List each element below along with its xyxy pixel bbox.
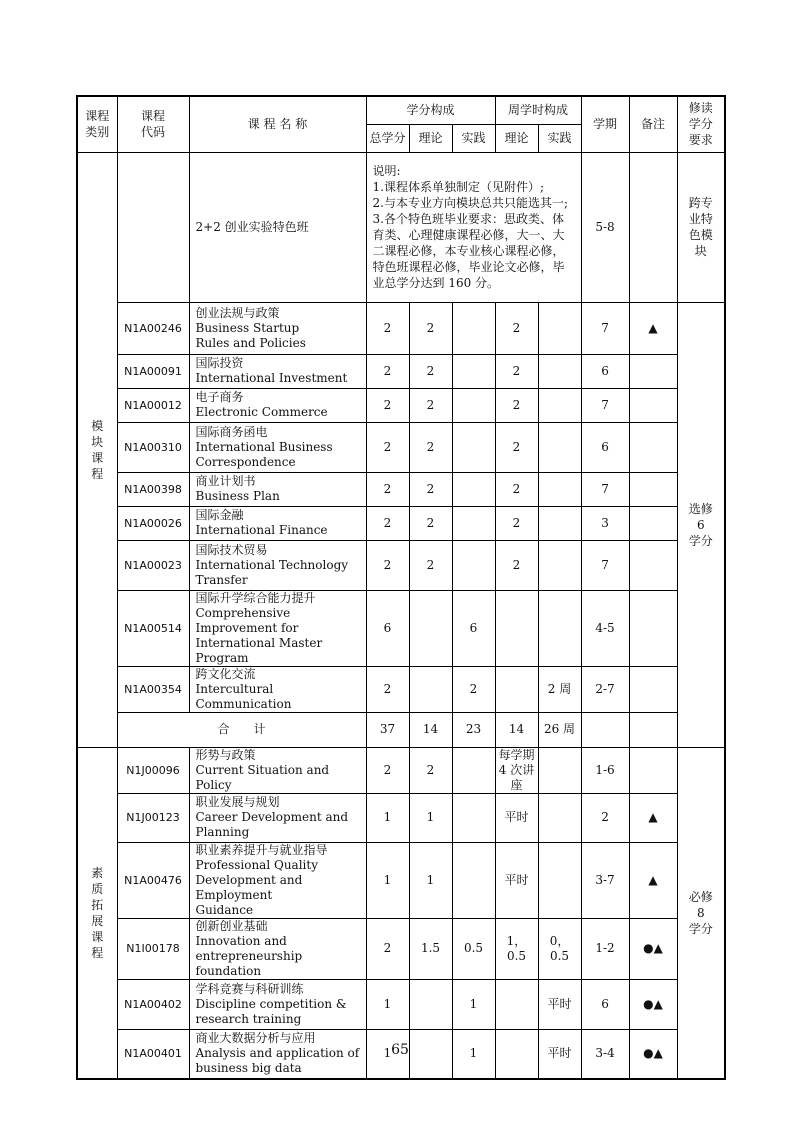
course-row xyxy=(77,302,725,354)
course-name-cn: 创业法规与政策 xyxy=(195,305,280,320)
semester xyxy=(581,979,629,1029)
total-practice-text: 23 xyxy=(465,722,482,736)
remark xyxy=(629,747,677,793)
credit-practice xyxy=(452,302,495,354)
curriculum-table xyxy=(76,95,726,1080)
hours-practice xyxy=(538,979,581,1029)
hours-practice xyxy=(538,540,581,590)
credit-theory-text: 1 xyxy=(426,872,435,887)
credit-total xyxy=(366,506,409,540)
course-name-cn: 学科竞赛与科研训练 xyxy=(195,981,304,996)
semester-text: 3-7 xyxy=(595,872,615,887)
course-name-en: Electronic Commerce xyxy=(195,405,328,419)
course-name-en: Business Plan xyxy=(195,489,280,503)
semester xyxy=(581,388,629,422)
credit-theory xyxy=(409,422,452,472)
remark xyxy=(629,590,677,666)
credit-total xyxy=(366,540,409,590)
semester xyxy=(581,506,629,540)
credit-theory-text: 2 xyxy=(426,762,435,777)
credit-total xyxy=(366,918,409,979)
course-name-cn: 国际商务函电 xyxy=(195,424,268,439)
course-code-text: N1A00310 xyxy=(124,440,182,454)
credit-theory xyxy=(409,979,452,1029)
credit-theory xyxy=(409,666,452,712)
credit-total xyxy=(366,354,409,388)
credit-theory xyxy=(409,506,452,540)
credit-total xyxy=(366,747,409,793)
credit-total-text: 2 xyxy=(383,941,392,955)
hours-theory xyxy=(495,666,538,712)
credit-practice xyxy=(452,918,495,979)
semester xyxy=(581,842,629,918)
course-name xyxy=(189,747,366,793)
credit-practice-text: 1 xyxy=(469,1046,478,1061)
special-note: 说明: 1.课程体系单独制定（见附件）; 2.与本专业方向模块总共只能选其一; 3.各个特色班毕业要求：思政类、体育类、心理健康课程必修，大一、大二课程必修，本专业核心课程必修，特色班课程必修，毕业论文必修，毕业总学分达到 160 分。 xyxy=(366,152,581,302)
credit-total-text: 2 xyxy=(383,681,392,696)
credit-practice xyxy=(452,793,495,842)
total-credit-text: 37 xyxy=(379,722,396,736)
remark-text: ●▲ xyxy=(643,1046,663,1061)
header-category: 课程 类别 xyxy=(77,96,117,152)
credit-practice xyxy=(452,540,495,590)
credit-total xyxy=(366,388,409,422)
course-row xyxy=(77,793,725,842)
remark-text: ▲ xyxy=(648,872,658,887)
course-row xyxy=(77,590,725,666)
course-name xyxy=(189,422,366,472)
total-hours-practice-text: 26 周 xyxy=(543,722,576,736)
course-code-text: N1A00354 xyxy=(124,682,182,696)
course-name-cn: 国际技术贸易 xyxy=(195,542,268,557)
semester xyxy=(581,302,629,354)
module-category-cell: 模块课程 xyxy=(77,152,117,747)
total-hours-practice xyxy=(538,712,581,747)
page-number: 65 xyxy=(391,1042,409,1058)
semester-text: 1-6 xyxy=(595,762,615,777)
credit-theory xyxy=(409,540,452,590)
course-name-en: International Business Correspondence xyxy=(195,439,333,469)
hours-theory-text: 平时 xyxy=(504,810,529,824)
quality-category-cell xyxy=(77,747,117,1079)
course-name-en: International Technology Transfer xyxy=(195,557,349,587)
credit-total-text: 2 xyxy=(383,320,392,335)
credit-total xyxy=(366,472,409,506)
credit-theory-text: 1.5 xyxy=(420,941,441,955)
course-name-cn: 商业计划书 xyxy=(195,474,256,488)
course-name-en: Intercultural Communication xyxy=(195,681,292,711)
special-requirement: 跨专业特色模块 xyxy=(677,152,725,302)
semester xyxy=(581,472,629,506)
course-code xyxy=(117,540,189,590)
special-remark xyxy=(629,152,677,302)
credit-practice-text: 0.5 xyxy=(463,941,484,955)
module-requirement xyxy=(677,302,725,747)
credit-practice xyxy=(452,506,495,540)
remark xyxy=(629,354,677,388)
course-code xyxy=(117,979,189,1029)
hours-theory-text: 2 xyxy=(512,557,521,572)
total-semester xyxy=(581,712,629,747)
credit-practice xyxy=(452,747,495,793)
course-name-cn: 国际金融 xyxy=(195,508,244,522)
remark xyxy=(629,666,677,712)
course-row xyxy=(77,979,725,1029)
credit-practice-text: 1 xyxy=(469,996,478,1011)
semester xyxy=(581,747,629,793)
course-code-text: N1A00091 xyxy=(124,364,182,378)
course-name xyxy=(189,302,366,354)
credit-practice-text: 6 xyxy=(469,620,478,635)
course-code-text: N1J00123 xyxy=(126,811,180,824)
course-row xyxy=(77,354,725,388)
credit-total-text: 1 xyxy=(383,810,392,824)
credit-theory-text: 2 xyxy=(426,397,435,412)
hours-theory-text: 平时 xyxy=(504,872,529,887)
course-name-cn: 电子商务 xyxy=(195,390,244,404)
credit-theory xyxy=(409,793,452,842)
hours-theory xyxy=(495,388,538,422)
header-credit-total: 总学分 xyxy=(366,124,409,152)
semester-text: 2-7 xyxy=(595,681,615,696)
course-name xyxy=(189,842,366,918)
course-name-en: Comprehensive Improvement for International Master Program xyxy=(195,605,323,665)
course-name xyxy=(189,388,366,422)
total-theory-text: 14 xyxy=(422,722,439,736)
hours-practice xyxy=(538,302,581,354)
semester xyxy=(581,422,629,472)
course-row xyxy=(77,918,725,979)
credit-total xyxy=(366,793,409,842)
course-name-cn: 职业素养提升与就业指导 xyxy=(195,842,328,857)
header-row-1 xyxy=(77,96,725,124)
course-code-text: N1A00026 xyxy=(124,516,182,530)
semester xyxy=(581,666,629,712)
course-code xyxy=(117,388,189,422)
credit-practice xyxy=(452,422,495,472)
hours-theory-text: 2 xyxy=(512,397,521,412)
course-name-cn: 职业发展与规划 xyxy=(195,795,280,809)
course-name xyxy=(189,666,366,712)
total-theory xyxy=(409,712,452,747)
course-row xyxy=(77,540,725,590)
semester xyxy=(581,354,629,388)
remark xyxy=(629,918,677,979)
total-practice xyxy=(452,712,495,747)
header-credit-group: 学分构成 xyxy=(366,96,495,124)
hours-theory xyxy=(495,747,538,793)
course-code-text: N1A00012 xyxy=(124,398,182,412)
hours-practice xyxy=(538,918,581,979)
header-semester: 学期 xyxy=(581,96,629,152)
total-label-text: 合 计 xyxy=(217,722,266,736)
hours-theory-text: 2 xyxy=(512,320,521,335)
course-row xyxy=(77,422,725,472)
credit-theory xyxy=(409,842,452,918)
course-code xyxy=(117,918,189,979)
course-code xyxy=(117,793,189,842)
semester xyxy=(581,590,629,666)
hours-theory xyxy=(495,302,538,354)
credit-theory-text: 2 xyxy=(426,481,435,496)
course-name xyxy=(189,979,366,1029)
course-name-cn: 商业大数据分析与应用 xyxy=(195,1031,316,1046)
hours-theory-text: 2 xyxy=(512,363,521,378)
header-hours-practice: 实践 xyxy=(538,124,581,152)
course-name-en: Analysis and application of business big data xyxy=(195,1046,360,1076)
course-name-en: Current Situation and Policy xyxy=(195,762,330,792)
credit-practice xyxy=(452,354,495,388)
credit-theory xyxy=(409,354,452,388)
semester-text: 6 xyxy=(601,363,609,378)
course-row xyxy=(77,666,725,712)
course-row xyxy=(77,388,725,422)
header-remark: 备注 xyxy=(629,96,677,152)
credit-theory xyxy=(409,388,452,422)
credit-total xyxy=(366,979,409,1029)
semester-text: 6 xyxy=(601,996,609,1011)
hours-theory xyxy=(495,979,538,1029)
hours-theory-text: 每学期 4 次讲座 xyxy=(498,747,535,792)
hours-practice xyxy=(538,793,581,842)
credit-theory xyxy=(409,590,452,666)
remark xyxy=(629,302,677,354)
hours-theory xyxy=(495,472,538,506)
course-code-text: N1A00023 xyxy=(124,558,182,572)
remark xyxy=(629,422,677,472)
hours-theory xyxy=(495,422,538,472)
course-code-text: N1I00178 xyxy=(126,942,180,955)
credit-theory xyxy=(409,472,452,506)
course-name-en: Business Startup Rules and Policies xyxy=(195,320,306,350)
remark xyxy=(629,540,677,590)
credit-practice xyxy=(452,472,495,506)
course-row xyxy=(77,842,725,918)
course-code-text: N1A00401 xyxy=(124,1047,182,1061)
course-name-cn: 形势与政策 xyxy=(195,747,256,762)
credit-theory xyxy=(409,747,452,793)
remark-text: ▲ xyxy=(648,320,658,335)
remark xyxy=(629,793,677,842)
credit-total-text: 2 xyxy=(383,481,392,496)
quality-category-cell-text: 素质拓展课程 xyxy=(91,865,104,960)
semester-text: 2 xyxy=(601,810,609,824)
special-code xyxy=(117,152,189,302)
course-name-en: Professional Quality Development and Employment Guidance xyxy=(195,857,318,917)
header-hours-theory: 理论 xyxy=(495,124,538,152)
hours-theory-text: 1，0.5 xyxy=(506,933,527,963)
semester-text: 3-4 xyxy=(595,1046,615,1061)
credit-practice-text: 2 xyxy=(469,681,478,696)
credit-total xyxy=(366,666,409,712)
course-name xyxy=(189,918,366,979)
semester-text: 7 xyxy=(601,557,609,572)
credit-practice xyxy=(452,590,495,666)
credit-total-text: 1 xyxy=(383,996,392,1011)
credit-total xyxy=(366,590,409,666)
credit-theory xyxy=(409,918,452,979)
course-name-en: Innovation and entrepreneurship foundation xyxy=(195,933,303,978)
credit-practice xyxy=(452,388,495,422)
course-code xyxy=(117,590,189,666)
hours-practice xyxy=(538,422,581,472)
hours-theory xyxy=(495,793,538,842)
hours-practice-text: 2 周 xyxy=(547,681,572,696)
remark-text: ●▲ xyxy=(643,941,663,955)
credit-theory-text: 2 xyxy=(426,439,435,454)
semester-text: 3 xyxy=(601,515,609,530)
semester-text: 6 xyxy=(601,439,609,454)
credit-total xyxy=(366,842,409,918)
semester xyxy=(581,918,629,979)
semester-text: 7 xyxy=(601,320,609,335)
credit-total-text: 2 xyxy=(383,762,392,777)
course-code xyxy=(117,666,189,712)
course-name-en: International Investment xyxy=(195,371,348,385)
course-code xyxy=(117,302,189,354)
course-name xyxy=(189,472,366,506)
hours-practice-text: 0，0.5 xyxy=(549,933,570,963)
special-semester: 5-8 xyxy=(581,152,629,302)
total-hours-theory xyxy=(495,712,538,747)
header-hours-group: 周学时构成 xyxy=(495,96,581,124)
credit-practice xyxy=(452,842,495,918)
course-code xyxy=(117,422,189,472)
hours-practice-text: 平时 xyxy=(547,996,572,1011)
course-name xyxy=(189,354,366,388)
quality-requirement xyxy=(677,747,725,1079)
header-credit-practice: 实践 xyxy=(452,124,495,152)
hours-theory-text: 2 xyxy=(512,515,521,530)
semester xyxy=(581,793,629,842)
header-credit-theory: 理论 xyxy=(409,124,452,152)
hours-practice xyxy=(538,747,581,793)
credit-total-text: 2 xyxy=(383,439,392,454)
course-name-cn: 创新创业基础 xyxy=(195,918,268,933)
course-name-en: Career Development and Planning xyxy=(195,810,349,839)
course-code xyxy=(117,506,189,540)
credit-practice xyxy=(452,979,495,1029)
course-code xyxy=(117,472,189,506)
total-row xyxy=(77,712,725,747)
credit-theory-text: 1 xyxy=(426,810,435,824)
semester xyxy=(581,540,629,590)
hours-theory-text: 2 xyxy=(512,439,521,454)
course-name-en: International Finance xyxy=(195,523,328,537)
hours-theory-text: 2 xyxy=(512,481,521,496)
credit-theory-text: 2 xyxy=(426,320,435,335)
header-name: 课 程 名 称 xyxy=(189,96,366,152)
credit-total xyxy=(366,422,409,472)
hours-theory xyxy=(495,540,538,590)
course-code xyxy=(117,842,189,918)
course-name xyxy=(189,590,366,666)
hours-theory xyxy=(495,590,538,666)
remark xyxy=(629,979,677,1029)
credit-total-text: 2 xyxy=(383,515,392,530)
remark-text: ●▲ xyxy=(643,996,663,1011)
hours-practice xyxy=(538,842,581,918)
course-row xyxy=(77,472,725,506)
credit-total-text: 1 xyxy=(383,1046,392,1061)
total-remark xyxy=(629,712,677,747)
credit-total-text: 1 xyxy=(383,872,392,887)
credit-total-text: 2 xyxy=(383,397,392,412)
course-code-text: N1A00514 xyxy=(124,621,182,635)
credit-total-text: 2 xyxy=(383,363,392,378)
credit-theory xyxy=(409,302,452,354)
course-code-text: N1A00476 xyxy=(124,873,182,887)
hours-theory xyxy=(495,354,538,388)
course-name xyxy=(189,506,366,540)
course-code xyxy=(117,354,189,388)
course-name-cn: 国际投资 xyxy=(195,356,244,370)
course-code-text: N1A00402 xyxy=(124,997,182,1011)
semester-text: 7 xyxy=(601,481,609,496)
header-requirement: 修读 学分 要求 xyxy=(677,96,725,152)
remark xyxy=(629,388,677,422)
course-name-en: Discipline competition & research training xyxy=(195,996,347,1026)
credit-total xyxy=(366,302,409,354)
special-row xyxy=(77,152,725,302)
credit-theory-text: 2 xyxy=(426,363,435,378)
course-row xyxy=(77,506,725,540)
remark xyxy=(629,472,677,506)
header-code: 课程 代码 xyxy=(117,96,189,152)
course-name xyxy=(189,540,366,590)
semester-text: 4-5 xyxy=(595,620,615,635)
quality-requirement-text: 必修 8 学分 xyxy=(688,889,713,936)
course-code xyxy=(117,747,189,793)
module-requirement-text: 选修 6 学分 xyxy=(688,501,713,548)
semester-text: 7 xyxy=(601,397,609,412)
hours-practice xyxy=(538,590,581,666)
hours-practice-text: 平时 xyxy=(547,1046,572,1061)
course-code-text: N1A00398 xyxy=(124,482,182,496)
course-code-text: N1A00246 xyxy=(124,321,182,335)
course-name-cn: 国际升学综合能力提升 xyxy=(195,590,316,605)
credit-practice xyxy=(452,666,495,712)
credit-total-text: 6 xyxy=(383,620,392,635)
special-name: 2+2 创业实验特色班 xyxy=(189,152,366,302)
credit-total-text: 2 xyxy=(383,557,392,572)
remark xyxy=(629,506,677,540)
course-code-text: N1J00096 xyxy=(126,763,180,777)
hours-practice xyxy=(538,354,581,388)
credit-theory-text: 2 xyxy=(426,515,435,530)
credit-theory-text: 2 xyxy=(426,557,435,572)
total-label xyxy=(117,712,366,747)
course-name-cn: 跨文化交流 xyxy=(195,666,256,681)
course-row xyxy=(77,747,725,793)
hours-practice xyxy=(538,472,581,506)
hours-theory xyxy=(495,842,538,918)
semester-text: 1-2 xyxy=(595,941,615,955)
hours-practice xyxy=(538,666,581,712)
hours-theory xyxy=(495,506,538,540)
table-body xyxy=(77,96,725,1079)
hours-practice xyxy=(538,388,581,422)
hours-practice xyxy=(538,506,581,540)
course-name xyxy=(189,793,366,842)
hours-theory xyxy=(495,918,538,979)
total-hours-theory-text: 14 xyxy=(508,722,525,736)
remark xyxy=(629,842,677,918)
remark-text: ▲ xyxy=(648,810,658,824)
total-credit xyxy=(366,712,409,747)
